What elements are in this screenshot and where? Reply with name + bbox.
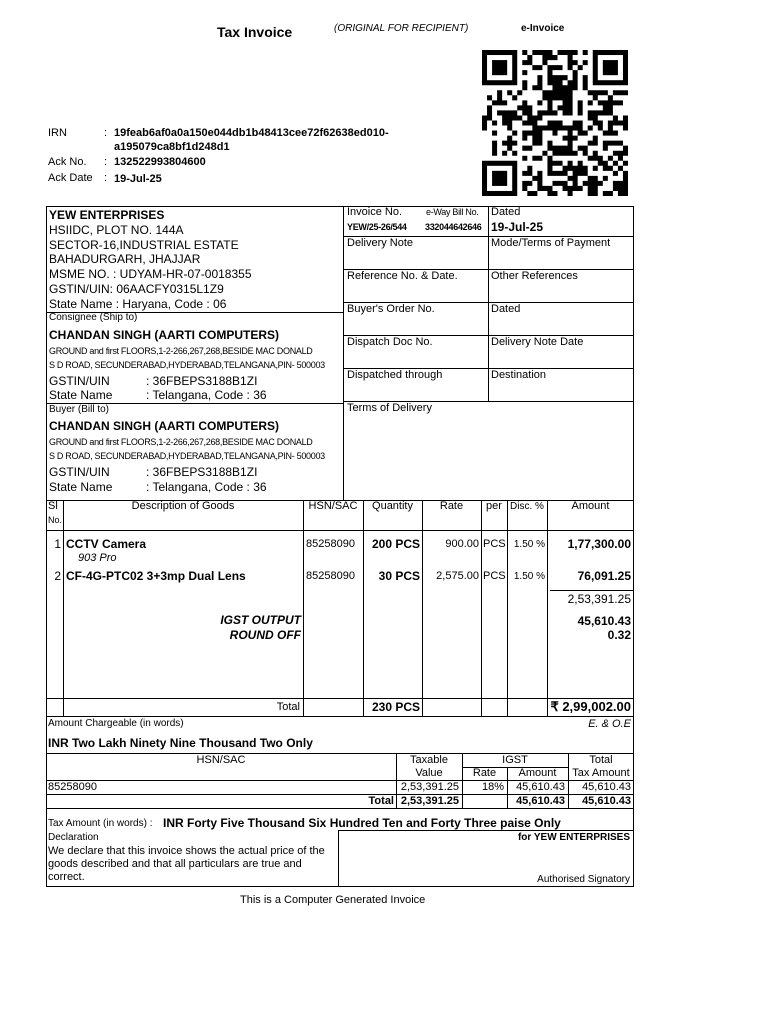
- tax-col-igst: IGST: [502, 754, 528, 766]
- irn-colon: :: [104, 127, 108, 139]
- seller-msme: MSME NO. : UDYAM-HR-07-0018355: [49, 267, 252, 281]
- irn-value-line1: 19feab6af0a0a150e044db1b48413cee72f62638ed010-: [114, 127, 389, 139]
- item-1-subtext: 903 Pro: [78, 552, 117, 564]
- item-2-hsn: 85258090: [306, 570, 355, 582]
- item-2-si: 2: [54, 569, 61, 583]
- seller-address-2: SECTOR-16,INDUSTRIAL ESTATE: [49, 238, 239, 252]
- einvoice-label: e-Invoice: [521, 23, 565, 34]
- col-rate: Rate: [439, 500, 464, 512]
- seller-gstin: GSTIN/UIN: 06AACFY0315L1Z9: [49, 282, 224, 296]
- declaration-label: Declaration: [48, 832, 99, 843]
- consignee-address-1: GROUND and first FLOORS,1-2-266,267,268,BESIDE MAC DONALD: [49, 346, 313, 356]
- tax-total-label: Total: [368, 795, 394, 807]
- amount-in-words: INR Two Lakh Ninety Nine Thousand Two Only: [48, 736, 313, 750]
- igst-amount: 45,610.43: [577, 614, 631, 628]
- tax-row-total: 45,610.43: [582, 781, 631, 793]
- tax-col-rate: Rate: [472, 767, 497, 779]
- tax-col-total: Total: [589, 754, 613, 766]
- col-quantity: Quantity: [372, 500, 413, 512]
- item-1-amount: 1,77,300.00: [567, 537, 631, 551]
- destination-label: Destination: [491, 369, 547, 381]
- declaration-line-3: correct.: [48, 871, 85, 883]
- buyer-state: : Telangana, Code : 36: [146, 480, 267, 494]
- roundoff-amount: 0.32: [607, 628, 631, 642]
- tax-row-rate: 18%: [481, 781, 504, 793]
- buyer-name: CHANDAN SINGH (AARTI COMPUTERS): [49, 419, 279, 433]
- delivery-note-label: Delivery Note: [347, 237, 414, 249]
- eoe-label: E. & O.E: [588, 718, 631, 730]
- dated-label: Dated: [491, 206, 521, 218]
- invoice-title: Tax Invoice: [217, 24, 293, 40]
- tax-total-total: 45,610.43: [582, 795, 631, 807]
- signatory-for: for YEW ENTERPRISES: [517, 832, 630, 843]
- item-2-per: PCS: [483, 570, 506, 582]
- irn-label: IRN: [48, 127, 67, 139]
- ack-date-value: 19-Jul-25: [114, 173, 162, 185]
- total-quantity: 230 PCS: [371, 700, 420, 714]
- buyer-gstin: : 36FBEPS3188B1ZI: [146, 465, 258, 479]
- tax-col-tax-amount: Tax Amount: [572, 767, 630, 779]
- tax-row-hsn: 85258090: [48, 781, 97, 793]
- item-1-hsn: 85258090: [306, 538, 355, 550]
- roundoff-label: ROUND OFF: [229, 628, 301, 642]
- tax-row-amount: 45,610.43: [516, 781, 565, 793]
- item-1-disc: 1.50 %: [513, 539, 545, 550]
- buyer-address-2: S D ROAD, SECUNDERABAD,HYDERABAD,TELANGANA,PIN- 500003: [49, 451, 325, 461]
- qr-code: [482, 48, 628, 198]
- dispatch-doc-label: Dispatch Doc No.: [347, 336, 433, 348]
- total-amount: ₹ 2,99,002.00: [550, 699, 631, 714]
- item-2-rate: 2,575.00: [436, 570, 479, 582]
- other-references-label: Other References: [491, 270, 578, 282]
- tax-total-taxable: 2,53,391.25: [400, 795, 459, 807]
- seller-state: State Name : Haryana, Code : 06: [49, 297, 227, 311]
- tax-col-hsn: HSN/SAC: [196, 754, 246, 766]
- total-label: Total: [276, 701, 300, 713]
- col-hsn: HSN/SAC: [308, 500, 358, 512]
- item-1-description: CCTV Camera: [66, 537, 147, 551]
- subtotal-amount: 2,53,391.25: [567, 592, 631, 606]
- consignee-label: Consignee (Ship to): [49, 312, 138, 323]
- authorised-signatory: Authorised Signatory: [537, 874, 630, 885]
- tax-row-taxable: 2,53,391.25: [400, 781, 459, 793]
- item-2-description: CF-4G-PTC02 3+3mp Dual Lens: [66, 569, 246, 583]
- buyers-order-label: Buyer's Order No.: [347, 303, 435, 315]
- tax-col-amount: Amount: [518, 767, 557, 779]
- irn-value-line2: a195079ca8bf1d248d1: [114, 141, 230, 153]
- igst-label: IGST OUTPUT: [220, 613, 301, 627]
- eway-bill-value: 332044642646: [425, 222, 482, 232]
- ack-date-colon: :: [104, 172, 108, 184]
- buyer-address-1: GROUND and first FLOORS,1-2-266,267,268,BESIDE MAC DONALD: [49, 437, 313, 447]
- col-no: No.: [48, 515, 63, 525]
- terms-of-delivery-label: Terms of Delivery: [347, 402, 432, 414]
- col-si: Sl: [48, 500, 58, 512]
- col-disc: Disc. %: [510, 501, 544, 512]
- dated-value: 19-Jul-25: [491, 220, 544, 234]
- seller-address-1: HSIIDC, PLOT NO. 144A: [49, 223, 184, 237]
- seller-name: YEW ENTERPRISES: [49, 208, 165, 222]
- reference-label: Reference No. & Date.: [347, 270, 458, 282]
- declaration-line-1: We declare that this invoice shows the actual price of the: [48, 845, 325, 857]
- order-dated-label: Dated: [491, 303, 521, 315]
- invoice-no-value: YEW/25-26/544: [347, 222, 407, 232]
- tax-words-label: Tax Amount (in words) :: [48, 818, 153, 829]
- item-2-disc: 1.50 %: [513, 571, 545, 582]
- consignee-gstin: : 36FBEPS3188B1ZI: [146, 374, 258, 388]
- item-2-quantity: 30 PCS: [378, 569, 420, 583]
- declaration-line-2: goods described and that all particulars are true and: [48, 858, 302, 870]
- col-amount: Amount: [571, 500, 610, 512]
- item-1-rate: 900.00: [445, 538, 479, 550]
- tax-in-words: INR Forty Five Thousand Six Hundred Ten and Forty Three paise Only: [163, 816, 561, 830]
- footer-note: This is a Computer Generated Invoice: [240, 894, 426, 906]
- buyer-label: Buyer (Bill to): [49, 404, 110, 415]
- col-per: per: [486, 500, 502, 512]
- seller-address-3: BAHADURGARH, JHAJJAR: [49, 252, 201, 266]
- item-2-amount: 76,091.25: [577, 569, 631, 583]
- consignee-state-label: State Name: [49, 388, 113, 402]
- dispatched-through-label: Dispatched through: [347, 369, 443, 381]
- consignee-name: CHANDAN SINGH (AARTI COMPUTERS): [49, 328, 279, 342]
- ack-no-value: 132522993804600: [114, 156, 206, 168]
- buyer-state-label: State Name: [49, 480, 113, 494]
- mode-terms-label: Mode/Terms of Payment: [491, 237, 611, 249]
- eway-bill-label: e-Way Bill No.: [426, 207, 479, 217]
- ack-no-label: Ack No.: [48, 156, 87, 168]
- invoice-no-label: Invoice No.: [347, 206, 403, 218]
- amount-words-label: Amount Chargeable (in words): [48, 718, 184, 729]
- ack-date-label: Ack Date: [48, 172, 93, 184]
- delivery-note-date-label: Delivery Note Date: [491, 336, 584, 348]
- col-description: Description of Goods: [131, 500, 235, 512]
- tax-col-value: Value: [415, 767, 443, 779]
- ack-no-colon: :: [104, 156, 108, 168]
- tax-total-amount: 45,610.43: [516, 795, 565, 807]
- consignee-state: : Telangana, Code : 36: [146, 388, 267, 402]
- item-1-quantity: 200 PCS: [371, 537, 420, 551]
- tax-col-taxable: Taxable: [410, 754, 448, 766]
- invoice-subtitle: (ORIGINAL FOR RECIPIENT): [334, 23, 469, 34]
- item-1-si: 1: [54, 537, 61, 551]
- item-1-per: PCS: [483, 538, 506, 550]
- consignee-gstin-label: GSTIN/UIN: [49, 374, 110, 388]
- consignee-address-2: S D ROAD, SECUNDERABAD,HYDERABAD,TELANGANA,PIN- 500003: [49, 360, 325, 370]
- buyer-gstin-label: GSTIN/UIN: [49, 465, 110, 479]
